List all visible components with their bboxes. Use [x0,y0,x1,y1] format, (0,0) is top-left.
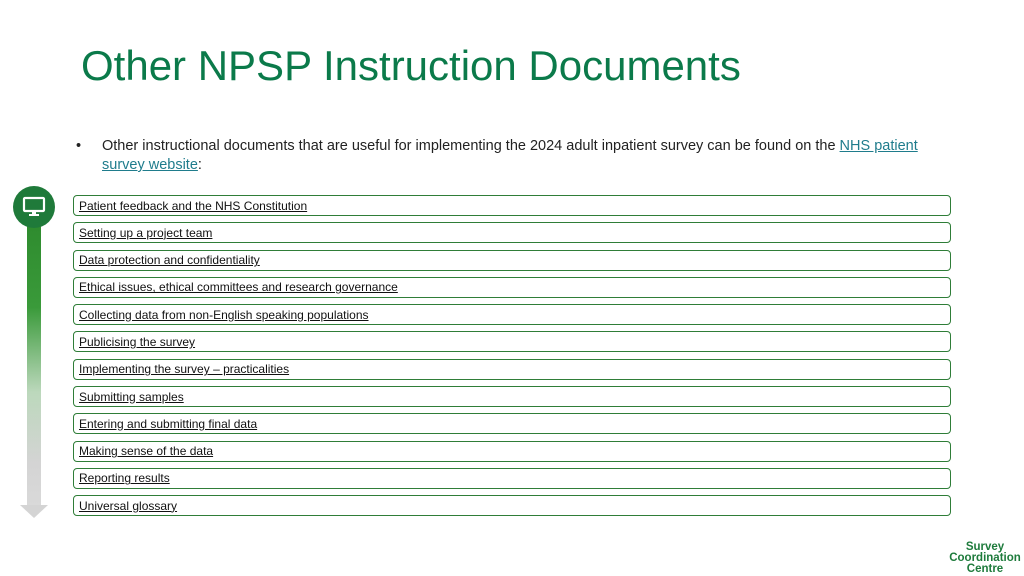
monitor-icon [13,186,55,228]
document-item[interactable] [73,304,951,325]
document-list [73,195,951,523]
document-item[interactable] [73,386,951,407]
document-item[interactable] [73,468,951,489]
nhs-survey-website-link[interactable]: NHS patient survey website [102,138,918,173]
document-link[interactable]: Data protection and confidentiality [79,253,260,268]
intro-text [102,137,956,175]
document-item[interactable] [73,359,951,380]
document-link[interactable]: Patient feedback and the NHS Constitution [79,198,308,213]
document-item[interactable] [73,413,951,434]
logo-line-2: Coordination [949,552,1021,564]
document-item[interactable] [73,277,951,298]
document-item[interactable] [73,222,951,243]
intro-sentence: Other instructional documents that are useful for implementing the 2024 adult inpatient survey can be found on the [102,138,840,154]
document-link[interactable]: Submitting samples [79,389,184,404]
document-item[interactable] [73,441,951,462]
rail-arrow-down-icon [20,505,48,518]
document-item[interactable] [73,250,951,271]
document-link[interactable]: Entering and submitting final data [79,416,258,431]
document-link[interactable]: Publicising the survey [79,334,196,349]
bullet-marker: • [76,138,82,154]
survey-coordination-centre-logo [946,542,1024,575]
document-link[interactable]: Ethical issues, ethical committees and research governance [79,280,398,295]
intro-suffix: : [197,157,202,173]
document-link[interactable]: Universal glossary [79,498,178,513]
intro-bullet [76,137,956,175]
document-item[interactable] [73,331,951,352]
document-link[interactable]: Implementing the survey – practicalities [79,362,290,377]
document-item[interactable] [73,195,951,216]
document-link[interactable]: Collecting data from non-English speaking populations [79,307,369,322]
logo-line-3: Centre [966,563,1004,575]
document-link[interactable]: Reporting results [79,471,170,486]
progress-rail [27,222,41,506]
document-link[interactable]: Making sense of the data [79,444,214,459]
page-title: Other NPSP Instruction Documents [81,42,741,89]
document-item[interactable] [73,495,951,516]
logo-line-1: Survey [965,541,1005,553]
document-link[interactable]: Setting up a project team [79,225,213,240]
